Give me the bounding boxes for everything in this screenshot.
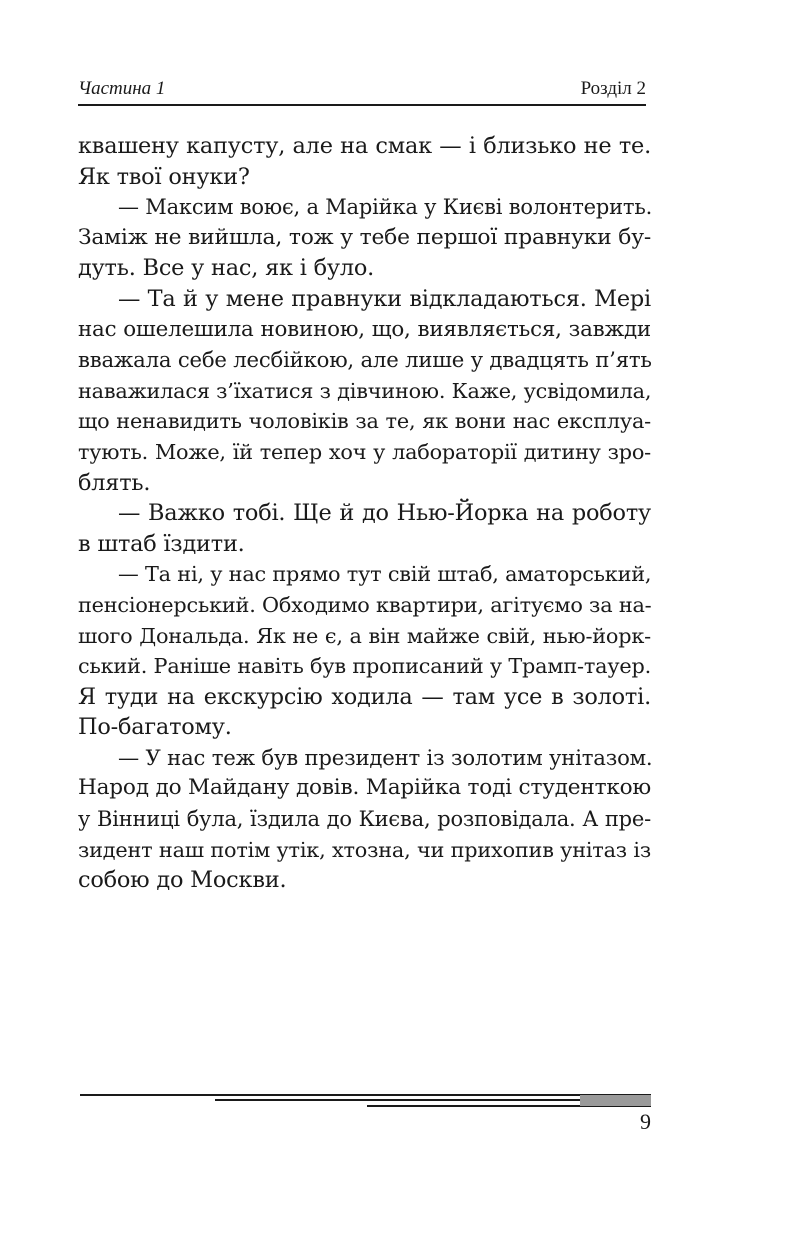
text-line: — Максим воює, а Марійка у Києві волонтерить. bbox=[118, 195, 653, 220]
text-line: в штаб їздити. bbox=[78, 530, 245, 557]
text-line: Як твої онуки? bbox=[78, 163, 250, 190]
text-line: — У нас теж був президент із золотим унітазом. bbox=[118, 744, 653, 770]
text-line: шого Дональда. Як не є, а він майже свій, нью-йорк- bbox=[78, 623, 651, 648]
chapter-title: Розділ 2 bbox=[580, 78, 646, 99]
text-line: наважилася з’їхатися з дівчиною. Каже, усвідомила, bbox=[78, 378, 652, 403]
text-line: зидент наш потім утік, хтозна, чи прихопив унітаз із bbox=[78, 837, 651, 862]
text-line: ський. Раніше навіть був прописаний у Трамп-тауер. bbox=[78, 654, 651, 679]
text-line: тують. Може, їй тепер хоч у лабораторії дитину зро- bbox=[78, 439, 651, 464]
running-header bbox=[78, 78, 646, 100]
body-text bbox=[78, 131, 651, 896]
text-line: Заміж не вийшла, тож у тебе першої правнуки бу- bbox=[78, 224, 651, 250]
page-number: 9 bbox=[640, 1109, 651, 1134]
text-line: дуть. Все у нас, як і було. bbox=[78, 255, 375, 282]
text-line: — Та й у мене правнуки відкладаються. Мері bbox=[118, 285, 651, 312]
text-line: пенсіонерський. Обходимо квартири, агітуємо за на- bbox=[78, 592, 652, 617]
text-line: вважала себе лесбійкою, але лише у двадцять п’ять bbox=[78, 347, 652, 373]
text-line: Народ до Майдану довів. Марійка тоді студенткою bbox=[78, 775, 652, 801]
text-line: квашену капусту, але на смак — і близько не те. bbox=[78, 133, 651, 159]
text-line: у Вінниці була, їздила до Києва, розповідала. А пре- bbox=[78, 807, 651, 832]
text-line: нас ошелешила новиною, що, виявляється, завжди bbox=[78, 316, 651, 342]
footer-rule-1 bbox=[80, 1094, 651, 1096]
part-title: Частина 1 bbox=[78, 78, 166, 99]
header-rule bbox=[78, 104, 646, 106]
text-line: собою до Москви. bbox=[78, 867, 287, 894]
footer-gray-bar bbox=[580, 1095, 651, 1106]
text-line: — Та ні, у нас прямо тут свій штаб, аматорський, bbox=[118, 562, 652, 587]
text-line: що ненавидить чоловіків за те, як вони нас експлуа- bbox=[78, 409, 651, 434]
text-line: По-багатому. bbox=[78, 714, 232, 741]
text-line: блять. bbox=[78, 469, 151, 496]
text-line: Я туди на екскурсію ходила — там усе в золоті. bbox=[78, 683, 651, 710]
text-line: — Важко тобі. Ще й до Нью-Йорка на роботу bbox=[118, 500, 651, 527]
